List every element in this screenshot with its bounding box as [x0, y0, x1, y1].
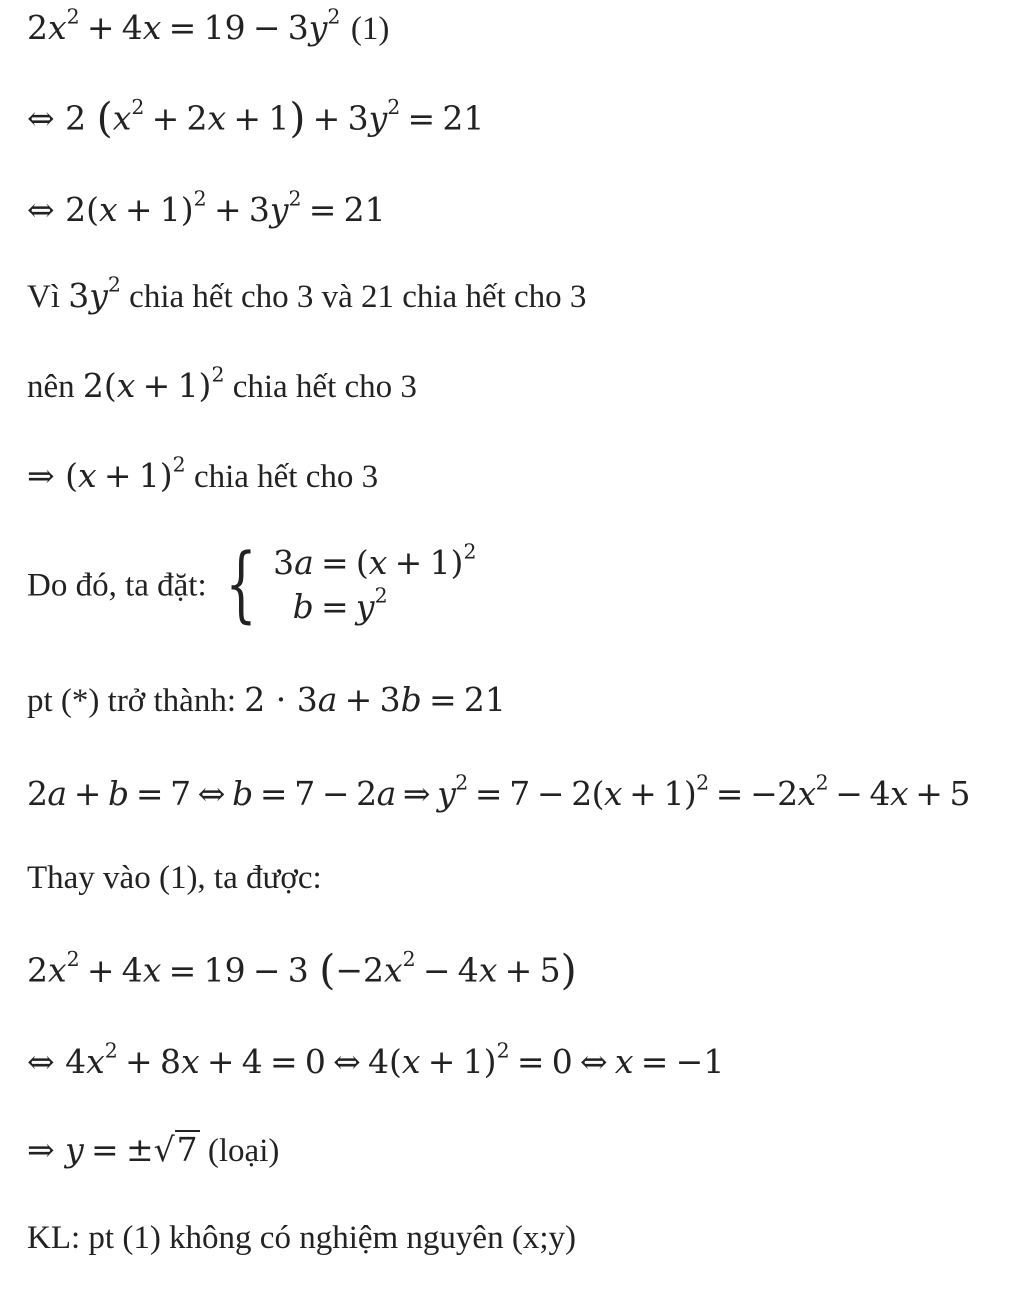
text-segment: Thay vào (1), ta được:	[27, 860, 322, 896]
text-segment: (loại)	[199, 1133, 280, 1169]
text-line-6	[27, 452, 379, 496]
equation-line-12: ⇔ $4x^2 + 8x + 4 = 0$ ⇔ $4(x + 1)^2 = 0$ ⇔ x = −1	[27, 1038, 725, 1081]
text-line-7	[27, 536, 477, 633]
math-inline: ⇒ $(x + 1)^2$	[27, 452, 186, 495]
equation-line-9: 2a + b = 7 ⇔ b = 7 − 2a ⇒ $y^2 = 7 - 2(x + 1)^2 = -2x^2 - 4x + 5$	[27, 770, 970, 813]
math-inline: 2 · 3a + 3b = 21	[244, 680, 506, 719]
text-segment: pt (*) trở thành:	[27, 683, 245, 719]
equation-tag: (1)	[350, 11, 390, 47]
math-inline: $2(x + 1)^2$	[82, 362, 225, 405]
text-segment: chia hết cho 3	[185, 459, 379, 495]
math-inline: ⇒ y = ±√7	[27, 1130, 198, 1169]
equation-system: { 3a = $(x + 1)^2$ b = $y^2$	[225, 537, 477, 633]
text-segment: chia hết cho 3 và 21 chia hết cho 3	[120, 279, 587, 315]
math-inline: $3y^2$	[68, 272, 121, 315]
text-line-4	[27, 272, 587, 316]
text-line-10	[27, 858, 322, 898]
equation-line-3: ⇔ $2(x + 1)^2 + 3y^2 = 21$	[27, 186, 386, 229]
text-segment: chia hết cho 3	[224, 369, 417, 405]
equation-line-2: ⇔ 2 $(x^2 + 2x + 1) + 3y^2 = 21$	[27, 94, 485, 142]
text-line-5	[27, 362, 417, 406]
text-segment: Vì	[27, 279, 69, 315]
text-line-13	[27, 1130, 279, 1170]
equation-line-1: $2x^2 + 4x = 19 - 3y^2$ (1)	[27, 4, 390, 47]
text-segment: KL: pt (1) không có nghiệm nguyên (x;y)	[27, 1220, 576, 1256]
text-line-8	[27, 680, 506, 720]
text-segment: nên	[27, 369, 83, 405]
left-brace-icon: {	[225, 537, 257, 633]
text-segment: Do đó, ta đặt:	[27, 567, 215, 604]
equation-line-11: $2x^2 + 4x = 19 - 3$ $(-2x^2 - 4x + 5)$	[27, 946, 577, 994]
text-line-14	[27, 1218, 576, 1258]
